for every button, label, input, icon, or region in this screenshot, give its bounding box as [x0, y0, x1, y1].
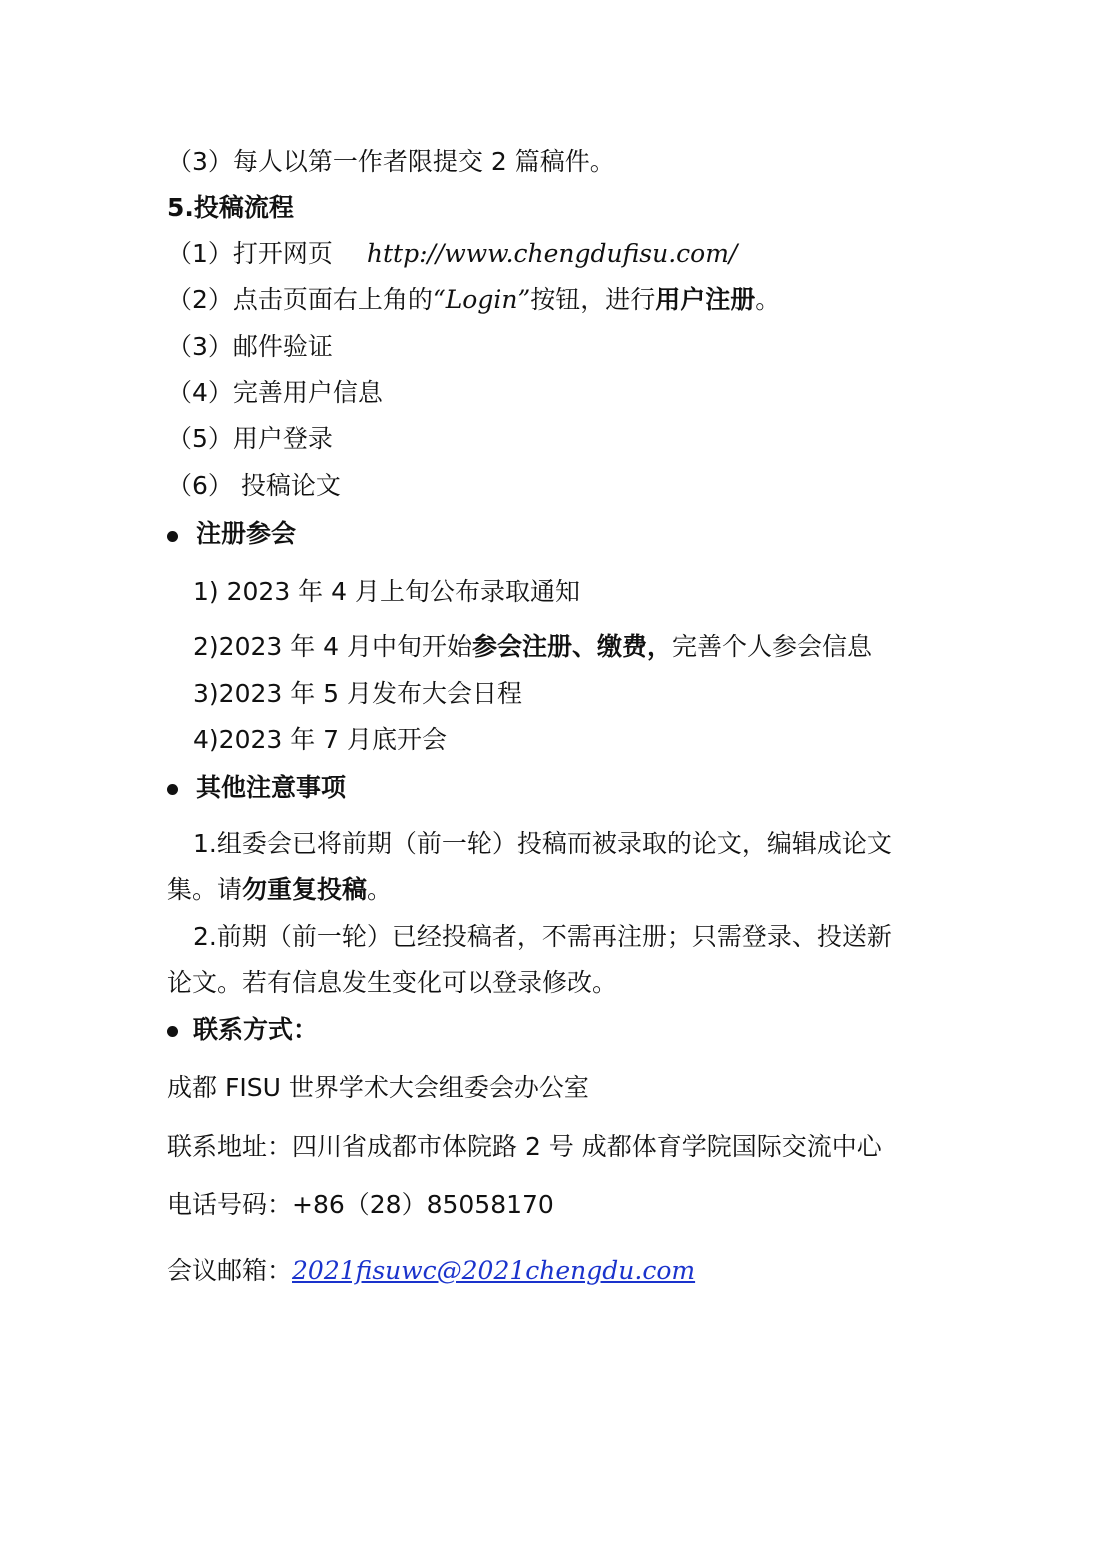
register-title: 注册参会 — [196, 519, 297, 548]
note-2-line-2: 论文。若有信息发生变化可以登录修改。 — [167, 968, 618, 997]
register-item-2 — [193, 630, 872, 664]
register-item-4: 4)2023 年 7 月底开会 — [193, 725, 448, 754]
login-text: “Login” — [432, 285, 531, 314]
step-1-label: （1）打开网页 — [167, 239, 333, 268]
register-item-2-bold: 参会注册、缴费， — [472, 632, 673, 661]
step-2-pre: （2）点击页面右上角的 — [167, 285, 433, 314]
bullet-icon — [167, 784, 178, 795]
step-3: （3）邮件验证 — [167, 332, 333, 361]
note-1-line-2 — [167, 873, 392, 907]
register-item-2-pre: 2)2023 年 4 月中旬开始 — [193, 632, 473, 661]
email-label: 会议邮箱： — [167, 1256, 293, 1285]
contact-address: 联系地址：四川省成都市体院路 2 号 成都体育学院国际交流中心 — [167, 1132, 882, 1161]
contact-phone: 电话号码：+86（28）85058170 — [167, 1190, 554, 1219]
email-link[interactable]: 2021fisuwc@2021chengdu.com — [292, 1256, 696, 1285]
contact-title: 联系方式： — [193, 1015, 319, 1044]
note-1-end: 。 — [367, 875, 393, 904]
contact-office: 成都 FISU 世界学术大会组委会办公室 — [167, 1073, 589, 1102]
register-item-2-end: 完善个人参会信息 — [672, 632, 873, 661]
section-5-title: 5.投稿流程 — [167, 193, 294, 222]
contact-email — [167, 1254, 695, 1288]
website-url: http://www.chengdufisu.com/ — [366, 239, 738, 268]
note-1-pre: 集。请 — [167, 875, 243, 904]
step-1 — [167, 237, 737, 271]
step-6: （6） 投稿论文 — [167, 471, 341, 500]
step-2 — [167, 283, 780, 317]
register-item-3: 3)2023 年 5 月发布大会日程 — [193, 679, 523, 708]
step-2-mid: 按钮，进行 — [530, 285, 656, 314]
user-register-text: 用户注册 — [655, 285, 756, 314]
intro-item-3: （3）每人以第一作者限提交 2 篇稿件。 — [167, 147, 615, 176]
note-2-line-1: 2.前期（前一轮）已经投稿者，不需再注册；只需登录、投送新 — [193, 922, 892, 951]
bullet-icon — [167, 531, 178, 542]
notes-title: 其他注意事项 — [196, 773, 347, 802]
note-1-line-1: 1.组委会已将前期（前一轮）投稿而被录取的论文，编辑成论文 — [193, 829, 892, 858]
step-2-end: 。 — [755, 285, 781, 314]
register-item-1: 1) 2023 年 4 月上旬公布录取通知 — [193, 577, 580, 606]
bullet-icon — [167, 1026, 178, 1037]
no-duplicate-text: 勿重复投稿 — [242, 875, 368, 904]
step-4: （4）完善用户信息 — [167, 378, 383, 407]
step-5: （5）用户登录 — [167, 424, 333, 453]
